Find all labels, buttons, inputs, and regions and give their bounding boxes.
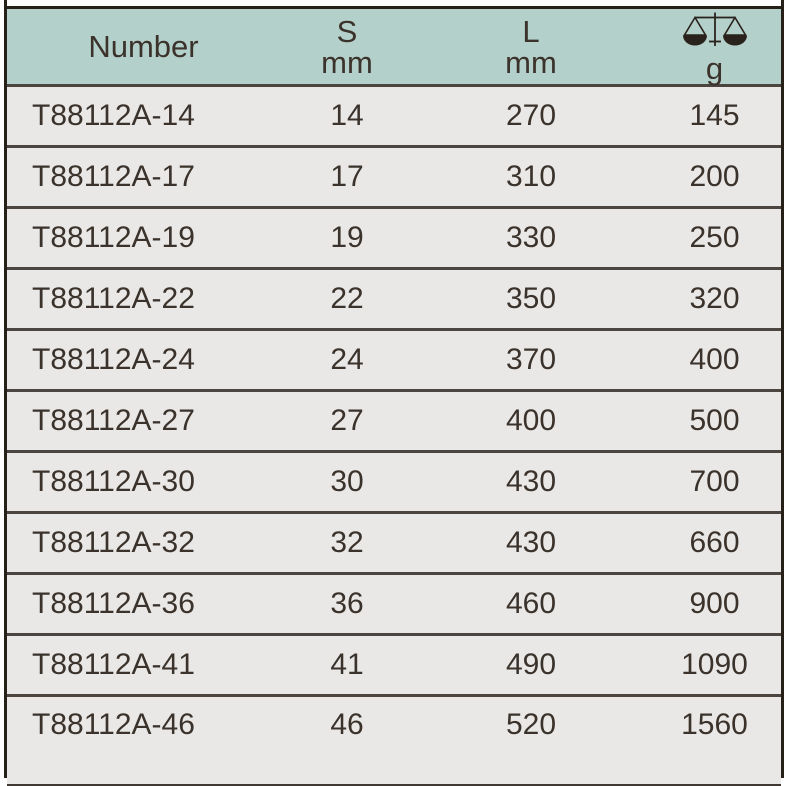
table-body xyxy=(7,86,781,786)
cell-number: T88112A-46 xyxy=(7,696,280,786)
cell-s-mm: 17 xyxy=(280,147,414,208)
cell-s-mm: 14 xyxy=(280,86,414,147)
header-row xyxy=(7,8,781,86)
cell-number: T88112A-24 xyxy=(7,330,280,391)
table-row xyxy=(7,452,781,513)
cell-l-mm: 310 xyxy=(414,147,648,208)
cell-l-mm: 430 xyxy=(414,452,648,513)
table-row xyxy=(7,696,781,786)
cell-l-mm: 370 xyxy=(414,330,648,391)
cell-weight-g: 400 xyxy=(648,330,781,391)
table-row xyxy=(7,635,781,696)
cell-l-mm: 460 xyxy=(414,574,648,635)
cell-number: T88112A-32 xyxy=(7,513,280,574)
header-weight-unit: g xyxy=(705,50,724,86)
header-number xyxy=(7,8,280,86)
header-s-label: S xyxy=(336,13,358,49)
cell-number: T88112A-19 xyxy=(7,208,280,269)
cell-s-mm: 24 xyxy=(280,330,414,391)
table-row xyxy=(7,86,781,147)
table-row xyxy=(7,208,781,269)
cell-weight-g: 1090 xyxy=(648,635,781,696)
header-number-label: Number xyxy=(88,28,199,64)
cell-weight-g: 320 xyxy=(648,269,781,330)
cell-number: T88112A-41 xyxy=(7,635,280,696)
header-l-mm xyxy=(414,8,648,86)
cell-weight-g: 200 xyxy=(648,147,781,208)
cell-weight-g: 500 xyxy=(648,391,781,452)
cell-l-mm: 430 xyxy=(414,513,648,574)
cell-number: T88112A-17 xyxy=(7,147,280,208)
cell-l-mm: 490 xyxy=(414,635,648,696)
cell-s-mm: 27 xyxy=(280,391,414,452)
cell-l-mm: 400 xyxy=(414,391,648,452)
cell-s-mm: 32 xyxy=(280,513,414,574)
table-frame xyxy=(4,0,784,778)
header-l-label: L xyxy=(522,13,540,49)
cell-number: T88112A-27 xyxy=(7,391,280,452)
header-weight xyxy=(648,8,781,86)
balance-scale-icon xyxy=(682,11,748,55)
table-row xyxy=(7,330,781,391)
cell-weight-g: 145 xyxy=(648,86,781,147)
cell-s-mm: 36 xyxy=(280,574,414,635)
cell-weight-g: 250 xyxy=(648,208,781,269)
header-l-unit: mm xyxy=(505,44,557,80)
cell-weight-g: 1560 xyxy=(648,696,781,786)
cell-weight-g: 660 xyxy=(648,513,781,574)
spec-table xyxy=(7,6,781,786)
cell-s-mm: 22 xyxy=(280,269,414,330)
cell-s-mm: 46 xyxy=(280,696,414,786)
cell-number: T88112A-22 xyxy=(7,269,280,330)
cell-number: T88112A-14 xyxy=(7,86,280,147)
cell-weight-g: 900 xyxy=(648,574,781,635)
table-row xyxy=(7,147,781,208)
table-row xyxy=(7,513,781,574)
header-s-mm xyxy=(280,8,414,86)
table-row xyxy=(7,391,781,452)
cell-l-mm: 350 xyxy=(414,269,648,330)
cell-s-mm: 30 xyxy=(280,452,414,513)
cell-number: T88112A-30 xyxy=(7,452,280,513)
cell-l-mm: 520 xyxy=(414,696,648,786)
table-row xyxy=(7,269,781,330)
cell-l-mm: 330 xyxy=(414,208,648,269)
header-s-unit: mm xyxy=(321,44,373,80)
cell-s-mm: 19 xyxy=(280,208,414,269)
cell-weight-g: 700 xyxy=(648,452,781,513)
table-row xyxy=(7,574,781,635)
cell-s-mm: 41 xyxy=(280,635,414,696)
table-header xyxy=(7,8,781,86)
cell-number: T88112A-36 xyxy=(7,574,280,635)
cell-l-mm: 270 xyxy=(414,86,648,147)
